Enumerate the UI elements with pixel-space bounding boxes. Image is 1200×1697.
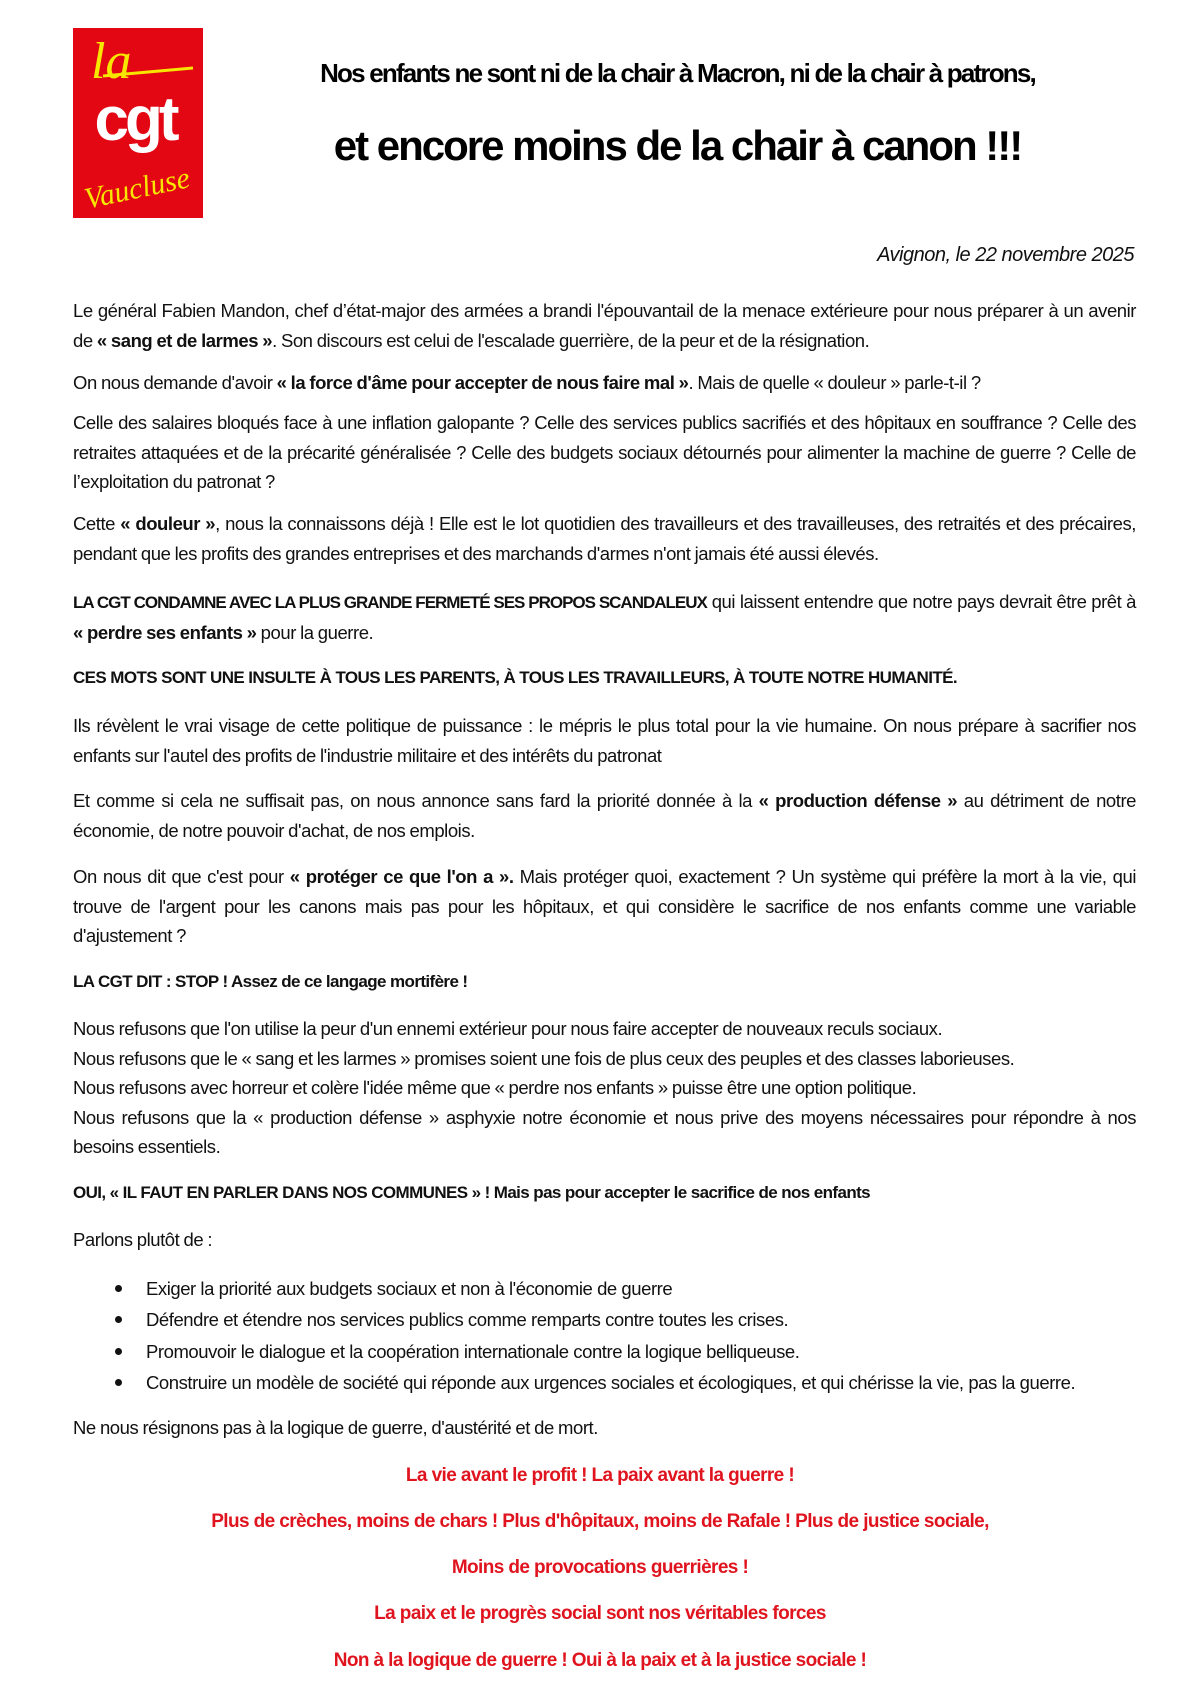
headline-line-2: et encore moins de la chair à canon !!! bbox=[333, 122, 1022, 169]
svg-text:cgt: cgt bbox=[94, 85, 176, 154]
text-run: On nous dit que c'est pour bbox=[73, 866, 290, 887]
date-line: Avignon, le 22 novembre 2025 bbox=[877, 244, 1134, 266]
paragraph-douleur bbox=[73, 509, 1136, 568]
slogan: Plus de crèches, moins de chars ! Plus d'hôpitaux, moins de Rafale ! Plus de justice sociale, bbox=[211, 1511, 989, 1532]
demands-list bbox=[73, 1273, 1136, 1398]
svg-text:Vaucluse: Vaucluse bbox=[81, 161, 193, 216]
bold-quote: « production défense » bbox=[758, 790, 958, 811]
list-item: Promouvoir le dialogue et la coopération internationale contre la logique belliqueuse. bbox=[73, 1336, 1136, 1367]
bold-quote: « sang et de larmes » bbox=[96, 329, 273, 351]
text-run: , nous la connaissons déjà ! Elle est le lot quotidien des travailleurs et des travailleuses, des retraités et des précaires, pendant que les profits des grandes entreprises et des marchands d'armes n'ont jamais été aussi élevés. bbox=[73, 513, 1136, 564]
refusons-line: Nous refusons que l'on utilise la peur d'un ennemi extérieur pour nous faire accepter de nouveaux reculs sociaux. bbox=[73, 1018, 943, 1039]
list-item: Exiger la priorité aux budgets sociaux et non à l'économie de guerre bbox=[73, 1273, 1136, 1304]
paragraph-force-dame bbox=[73, 368, 1136, 398]
bold-quote: « protéger ce que l'on a ». bbox=[289, 866, 514, 887]
text-run: Mais protéger quoi, exactement ? Un système qui préfère la mort à la vie, qui trouve de l'argent pour les canons mais pas pour les hôpitaux, et qui considère le sacrifice de nos enfants comme une variable d'ajustement ? bbox=[73, 866, 1136, 946]
slogan: Moins de provocations guerrières ! bbox=[451, 1557, 749, 1578]
paragraph-intro bbox=[73, 296, 1136, 355]
text-run: Cette bbox=[73, 513, 121, 534]
text-run: Celle des salaires bloqués face à une inflation galopante ? Celle des services publics sacrifiés et des hôpitaux en souffrance ? Celle des retraites attaquées et de la précarité généralisée ? Celle des budgets sociaux détournés pour alimenter la machine de guerre ? Celle de l’exploitation du patronat ? bbox=[73, 412, 1136, 492]
paragraph-celle bbox=[73, 408, 1136, 497]
heading-insult: CES MOTS SONT UNE INSULTE À TOUS LES PARENTS, À TOUS LES TRAVAILLEURS, À TOUTE NOTRE HUMANITÉ. bbox=[73, 668, 958, 687]
paragraph-proteger bbox=[73, 862, 1136, 951]
refusons-list bbox=[73, 1014, 1136, 1162]
heading-stop: LA CGT DIT : STOP ! Assez de ce langage mortifère ! bbox=[73, 972, 468, 991]
inline-heading: LA CGT CONDAMNE AVEC LA PLUS GRANDE FERMETÉ SES PROPOS SCANDALEUX bbox=[73, 593, 707, 612]
svg-text:la: la bbox=[91, 33, 132, 90]
heading-oui: OUI, « IL FAUT EN PARLER DANS NOS COMMUNES » ! Mais pas pour accepter le sacrifice de nos enfants bbox=[73, 1183, 871, 1202]
slogan: La paix et le progrès social sont nos véritables forces bbox=[374, 1603, 826, 1624]
slogan: La vie avant le profit ! La paix avant la guerre ! bbox=[405, 1465, 795, 1486]
text-run: Le général Fabien Mandon, chef d’état-major des armées a brandi l'épouvantail de la menace extérieure pour nous préparer à un avenir de bbox=[73, 300, 1136, 351]
headline-line-1: Nos enfants ne sont ni de la chair à Macron, ni de la chair à patrons, bbox=[320, 58, 1035, 88]
parlons-intro: Parlons plutôt de : bbox=[73, 1229, 213, 1250]
text-run: On nous demande d'avoir bbox=[73, 372, 277, 393]
paragraph-production bbox=[73, 786, 1136, 845]
bold-quote: « perdre ses enfants » bbox=[73, 621, 257, 643]
text-run: Et comme si cela ne suffisait pas, on nous annonce sans fard la priorité donnée à la bbox=[73, 790, 759, 811]
cgt-vaucluse-logo bbox=[73, 28, 203, 218]
list-item: Défendre et étendre nos services publics comme remparts contre toutes les crises. bbox=[73, 1304, 1136, 1335]
refusons-line: Nous refusons que le « sang et les larmes » promises soient une fois de plus ceux des peuples et des classes laborieuses. bbox=[73, 1047, 1015, 1069]
bold-quote: « douleur » bbox=[120, 513, 216, 534]
text-run: . Mais de quelle « douleur » parle-t-il ? bbox=[688, 372, 981, 393]
text-run: qui laissent entendre que notre pays devrait être prêt à bbox=[706, 591, 1136, 612]
bold-quote: « la force d'âme pour accepter de nous faire mal » bbox=[276, 372, 689, 393]
paragraph-condamne bbox=[73, 587, 1136, 647]
refusons-line: Nous refusons que la « production défense » asphyxie notre économie et nous prive des moyens nécessaires pour répondre à nos besoins essentiels. bbox=[73, 1106, 1136, 1157]
text-run: . Son discours est celui de l'escalade guerrière, de la peur et de la résignation. bbox=[272, 329, 870, 351]
bullet-icon bbox=[115, 1379, 122, 1386]
text-run: au détriment de notre économie, de notre pouvoir d'achat, de nos emplois. bbox=[73, 790, 1137, 841]
bullet-icon bbox=[115, 1285, 122, 1292]
closing-line: Ne nous résignons pas à la logique de guerre, d'austérité et de mort. bbox=[73, 1417, 598, 1438]
bullet-icon bbox=[115, 1316, 122, 1323]
text-run: Ils révèlent le vrai visage de cette politique de puissance : le mépris le plus total pour la vie humaine. On nous prépare à sacrifier nos enfants sur l'autel des profits de l'industrie militaire et des intérêts du patronat bbox=[73, 715, 1136, 766]
slogan: Non à la logique de guerre ! Oui à la paix et à la justice sociale ! bbox=[333, 1650, 867, 1671]
paragraph-visage bbox=[73, 711, 1136, 770]
bullet-icon bbox=[115, 1348, 122, 1355]
text-run: pour la guerre. bbox=[256, 621, 374, 643]
list-item: Construire un modèle de société qui réponde aux urgences sociales et écologiques, et qui chérisse la vie, pas la guerre. bbox=[73, 1367, 1136, 1398]
refusons-line: Nous refusons avec horreur et colère l'idée même que « perdre nos enfants » puisse être une option politique. bbox=[73, 1077, 917, 1098]
